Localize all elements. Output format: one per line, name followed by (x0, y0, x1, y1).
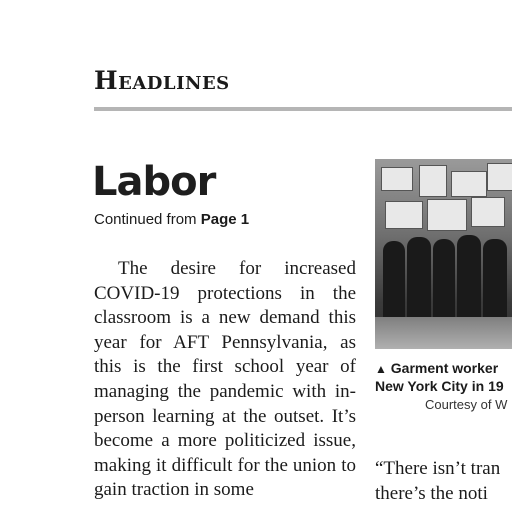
protest-sign (419, 165, 447, 197)
caption-line-2: New York City in 19 (375, 378, 504, 394)
article-body-left-column (94, 257, 356, 503)
caption-triangle-icon: ▲ (375, 362, 387, 376)
right-column-line-1: “There isn’t tran (375, 458, 501, 479)
photo-credit: Courtesy of W (425, 397, 508, 412)
street-ground (375, 317, 512, 349)
right-column-line-2: there’s the noti (375, 482, 488, 504)
protest-sign (381, 167, 413, 191)
protest-sign (427, 199, 467, 231)
protester-figure (383, 241, 405, 319)
photo-caption (375, 360, 512, 395)
section-title: Headlines (94, 66, 230, 95)
protest-sign (471, 197, 505, 227)
article-headline: Labor (92, 159, 216, 205)
protester-figure (457, 235, 481, 321)
protester-figure (433, 239, 455, 321)
protest-sign (385, 201, 423, 229)
article-paragraph: The desire for increased COVID-19 protections in the classroom is a new demand this year for AFT Pennsylvania, as this is the first school year of managing the pandemic with in-person learning at the outset. It’s become a more politicized issue, making it difficult for the union to gain traction in some (94, 258, 356, 501)
historical-protest-photo (375, 159, 512, 349)
protest-sign (451, 171, 487, 197)
caption-line-1: Garment worker (390, 360, 499, 376)
protest-sign (487, 163, 512, 191)
continued-prefix: Continued from (94, 211, 201, 228)
continued-page-link[interactable]: Page 1 (200, 211, 250, 228)
protester-figure (483, 239, 507, 321)
protester-figure (407, 237, 431, 321)
article-body-right-column (375, 457, 512, 506)
section-divider (94, 107, 512, 111)
continued-from-line (94, 211, 249, 228)
